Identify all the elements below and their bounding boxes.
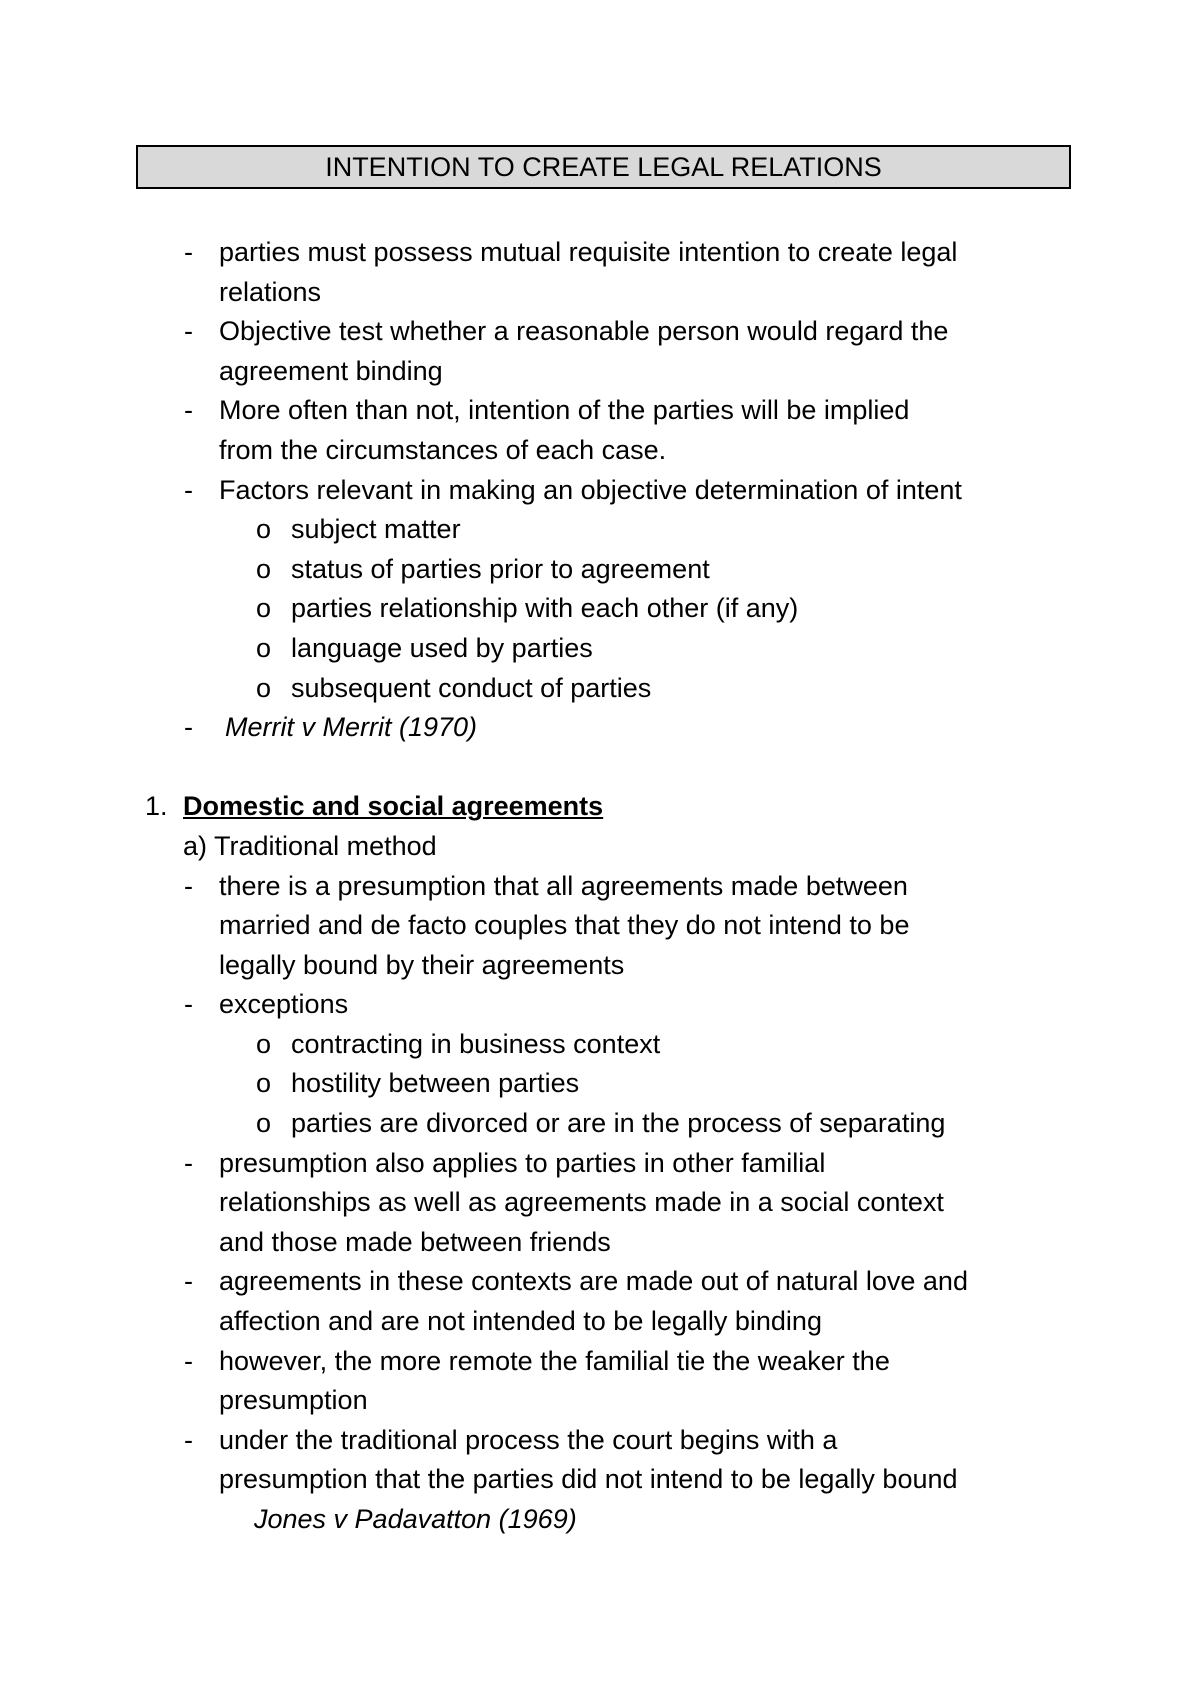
circle-bullet-marker: o — [256, 553, 272, 584]
sub-bullet-item — [0, 550, 1200, 590]
subheading — [0, 827, 1200, 867]
sub-bullet-item — [0, 510, 1200, 550]
sub-bullet-item — [0, 629, 1200, 669]
sub-bullet-text: parties relationship with each other (if any) — [291, 593, 799, 624]
dash-marker: - — [184, 870, 193, 901]
case-citation-item — [0, 708, 1200, 748]
sub-bullet-text: status of parties prior to agreement — [291, 553, 710, 584]
sub-bullet-item — [0, 669, 1200, 709]
bullet-text: relations — [219, 276, 322, 307]
section-title: Domestic and social agreements — [183, 791, 604, 822]
circle-bullet-marker: o — [256, 632, 272, 663]
bullet-text: presumption that the parties did not intend to be legally bound — [219, 1464, 958, 1495]
bullet-item — [0, 233, 1200, 273]
bullet-text: affection and are not intended to be legally binding — [219, 1306, 822, 1337]
bullet-text: parties must possess mutual requisite intention to create legal — [219, 237, 958, 267]
sub-bullet-item — [0, 1025, 1200, 1065]
dash-marker: - — [184, 316, 193, 347]
dash-marker: - — [184, 395, 193, 426]
bullet-text: presumption also applies to parties in other familial — [219, 1147, 826, 1178]
bullet-item — [0, 391, 1200, 431]
circle-bullet-marker: o — [256, 593, 272, 624]
sub-bullet-text: hostility between parties — [291, 1068, 580, 1099]
sub-bullet-text: language used by parties — [291, 632, 593, 663]
bullet-item — [0, 867, 1200, 907]
notes-content — [0, 233, 1200, 1540]
bullet-item — [0, 1342, 1200, 1382]
circle-bullet-marker: o — [256, 1108, 272, 1139]
bullet-text: married and de facto couples that they do not intend to be — [219, 910, 910, 941]
bullet-text: legally bound by their agreements — [219, 949, 625, 980]
sub-bullet-item — [0, 589, 1200, 629]
dash-marker: - — [184, 989, 193, 1020]
circle-bullet-marker: o — [256, 514, 272, 545]
dash-marker: - — [184, 1147, 193, 1178]
bullet-text: agreements in these contexts are made out of natural love and — [219, 1266, 968, 1297]
section-heading — [0, 787, 1200, 827]
case-citation-item — [0, 1500, 1200, 1540]
circle-bullet-marker: o — [256, 672, 272, 703]
bullet-text: under the traditional process the court begins with a — [219, 1424, 838, 1455]
bullet-item — [0, 1262, 1200, 1302]
bullet-text: relationships as well as agreements made in a social context — [219, 1187, 944, 1218]
section-number: 1. — [145, 791, 168, 822]
sub-bullet-item — [0, 1064, 1200, 1104]
bullet-text: agreement binding — [219, 355, 443, 386]
subheading-text: a) Traditional method — [183, 830, 437, 861]
bullet-text: More often than not, intention of the parties will be implied — [219, 395, 910, 426]
bullet-item — [0, 312, 1200, 352]
dash-marker: - — [184, 237, 193, 267]
sub-bullet-item — [0, 1104, 1200, 1144]
dash-marker: - — [184, 1266, 193, 1297]
bullet-text: from the circumstances of each case. — [219, 434, 667, 465]
dash-marker: - — [184, 1345, 193, 1376]
bullet-text: exceptions — [219, 989, 349, 1020]
bullet-item — [0, 985, 1200, 1025]
bullet-item — [0, 1421, 1200, 1461]
page-title: INTENTION TO CREATE LEGAL RELATIONS — [325, 151, 882, 182]
bullet-text: there is a presumption that all agreements made between — [219, 870, 908, 901]
bullet-item — [0, 471, 1200, 511]
sub-bullet-text: parties are divorced or are in the process of separating — [291, 1108, 946, 1139]
bullet-item — [0, 1144, 1200, 1184]
bullet-text: Objective test whether a reasonable person would regard the — [219, 316, 949, 347]
case-citation: Merrit v Merrit (1970) — [225, 712, 478, 743]
sub-bullet-text: subsequent conduct of parties — [291, 672, 652, 703]
page-title-box — [136, 145, 1071, 189]
sub-bullet-text: subject matter — [291, 514, 461, 545]
dash-marker: - — [184, 474, 193, 505]
bullet-text: and those made between friends — [219, 1226, 611, 1257]
case-citation: Jones v Padavatton (1969) — [254, 1504, 577, 1534]
dash-marker: - — [184, 1424, 193, 1455]
bullet-text: presumption — [219, 1385, 368, 1416]
circle-bullet-marker: o — [256, 1068, 272, 1099]
bullet-text: however, the more remote the familial tie the weaker the — [219, 1345, 890, 1376]
sub-bullet-text: contracting in business context — [291, 1028, 661, 1059]
bullet-text: Factors relevant in making an objective determination of intent — [219, 474, 962, 505]
circle-bullet-marker: o — [256, 1028, 272, 1059]
dash-marker: - — [184, 712, 193, 743]
